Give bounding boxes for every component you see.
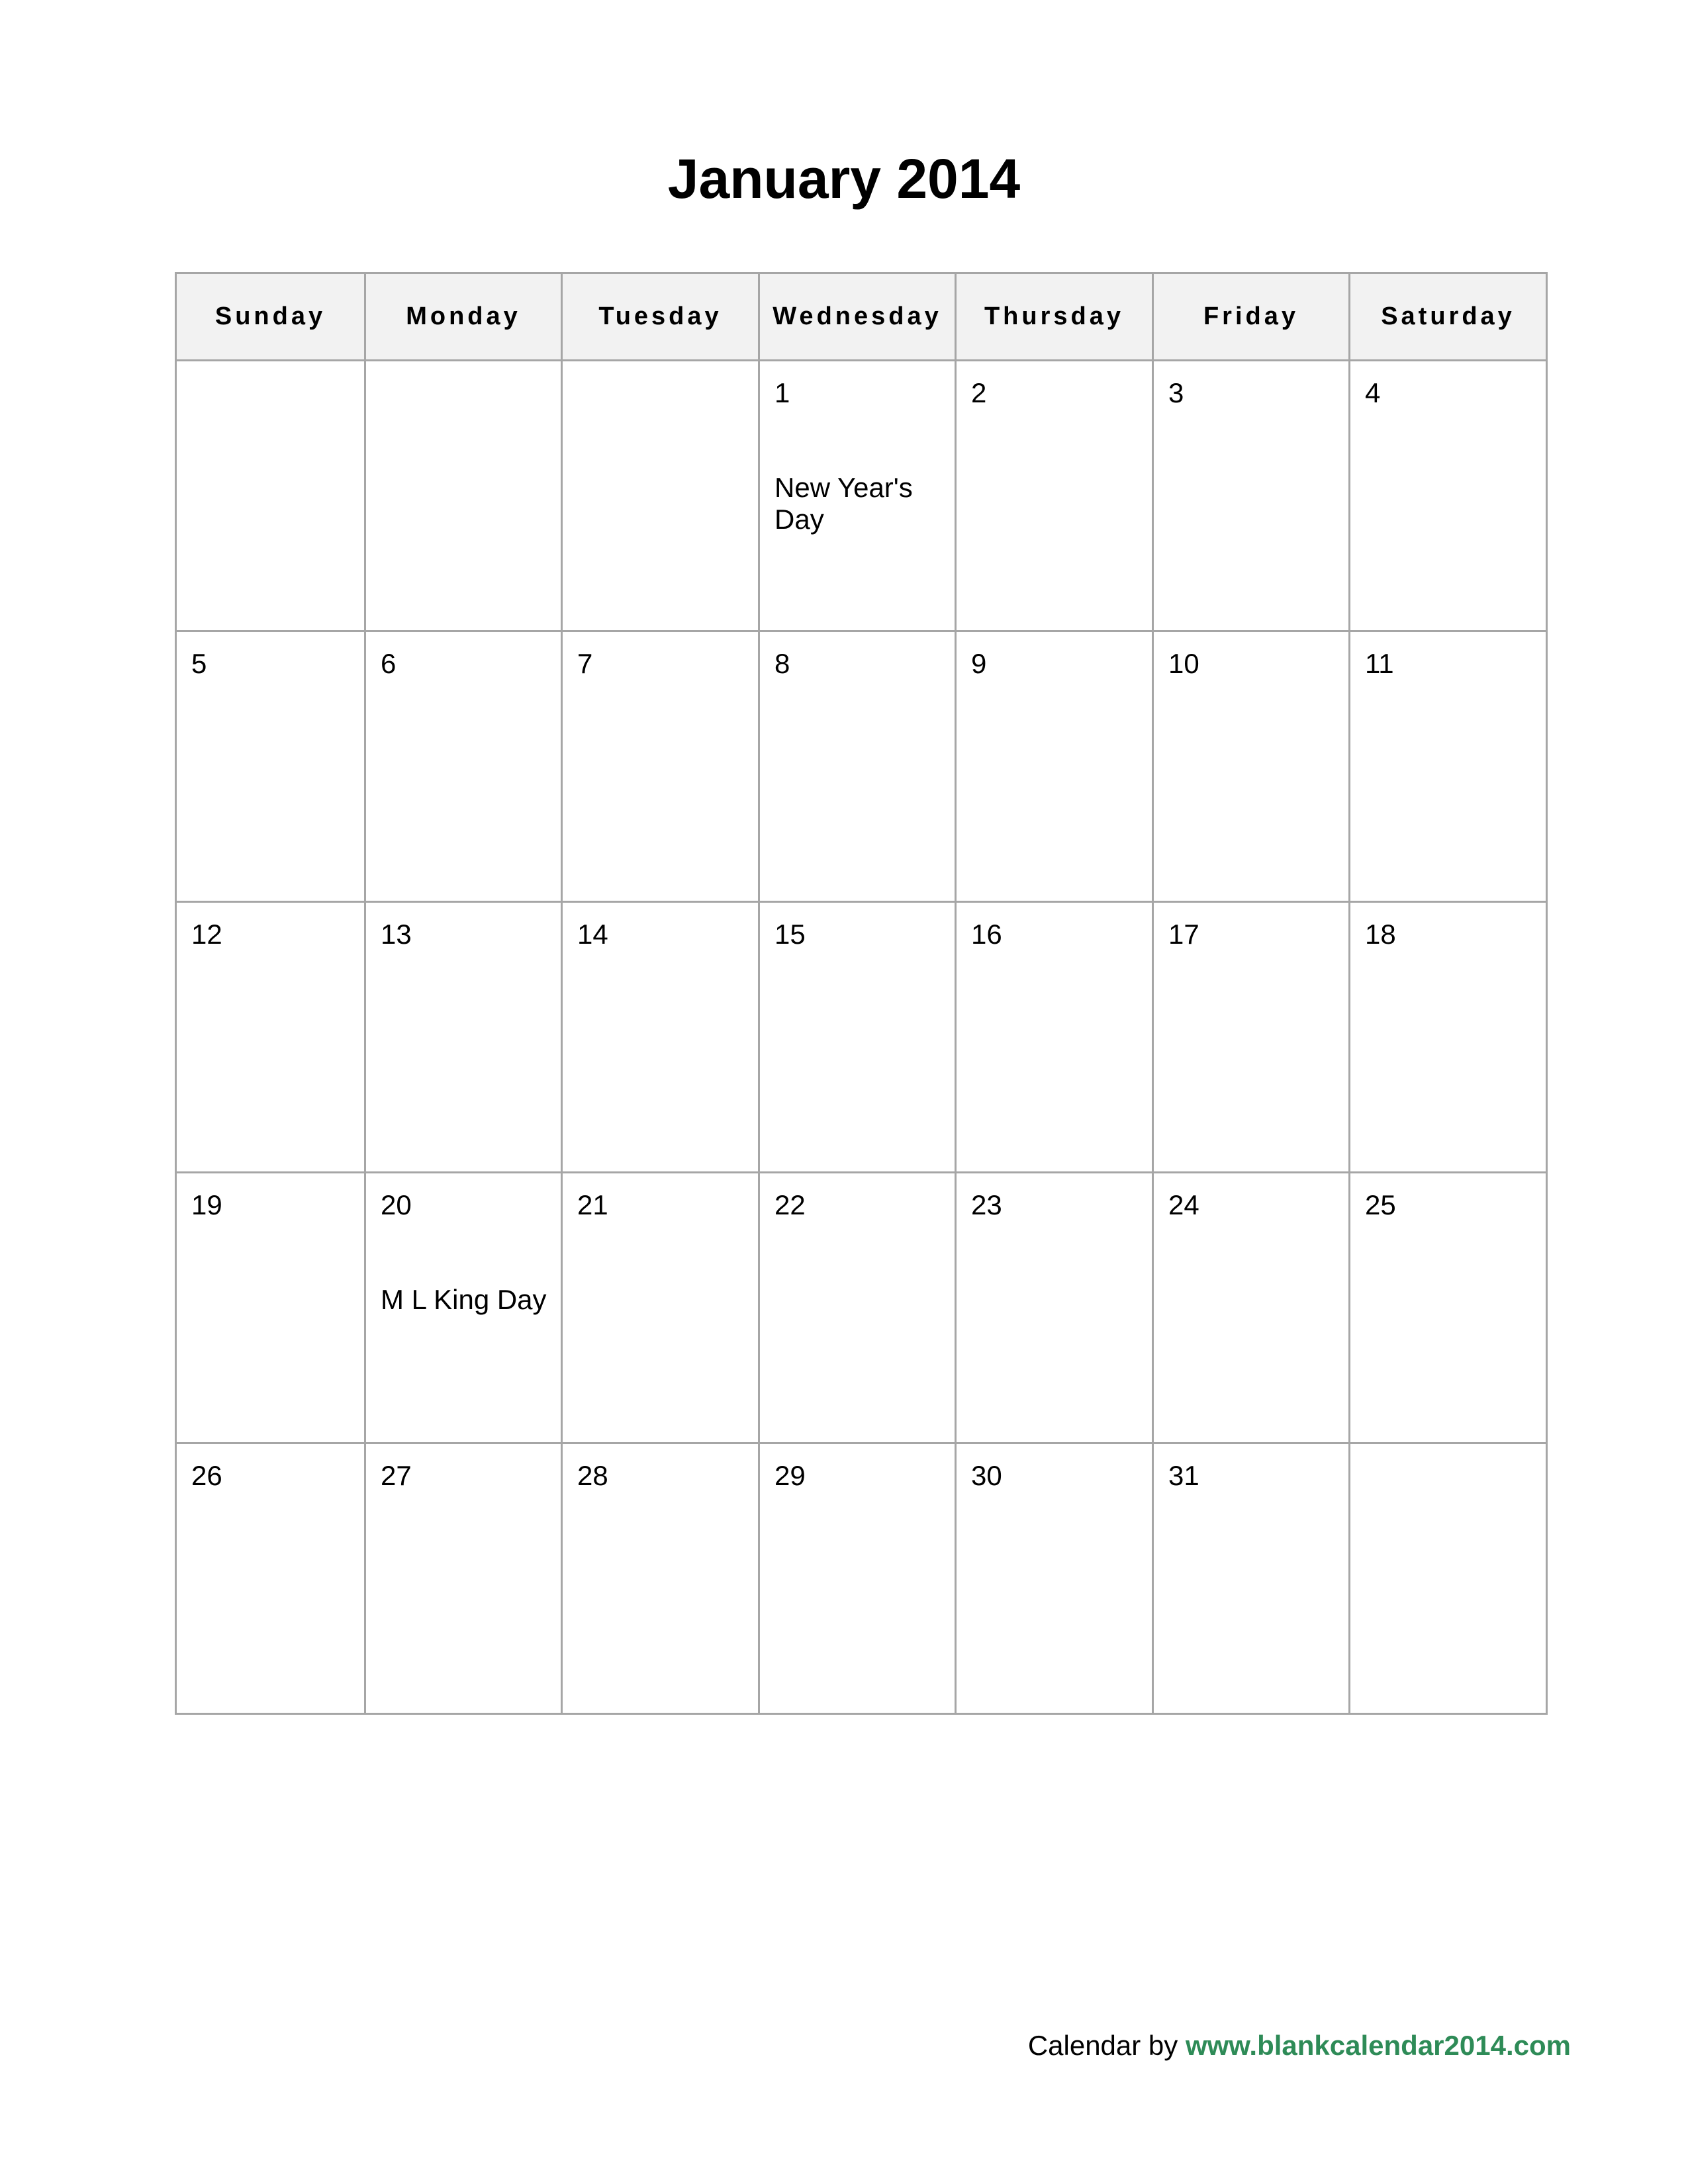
holiday-label: M L King Day <box>381 1284 547 1315</box>
day-cell <box>759 902 956 1173</box>
day-cell <box>562 1443 759 1714</box>
day-cell <box>1153 1443 1350 1714</box>
day-cell <box>562 361 759 631</box>
day-cell <box>365 1173 562 1443</box>
day-cell <box>176 1173 365 1443</box>
weekday-header-friday: Friday <box>1153 273 1350 361</box>
day-number: 16 <box>971 919 1002 950</box>
week-row <box>176 361 1547 631</box>
day-cell <box>562 902 759 1173</box>
day-cell <box>176 361 365 631</box>
day-number: 3 <box>1168 377 1184 408</box>
page-title: January 2014 <box>667 148 1021 210</box>
day-number: 1 <box>774 377 790 408</box>
day-cell <box>1350 631 1547 902</box>
weekday-header-row <box>176 273 1547 361</box>
day-number: 12 <box>191 919 222 950</box>
day-number: 21 <box>577 1189 608 1220</box>
day-cell <box>759 361 956 631</box>
day-cell <box>176 1443 365 1714</box>
day-number: 27 <box>381 1460 412 1491</box>
week-row <box>176 631 1547 902</box>
weekday-header-saturday: Saturday <box>1350 273 1547 361</box>
weekday-header-sunday: Sunday <box>176 273 365 361</box>
day-cell <box>1153 1173 1350 1443</box>
day-number: 7 <box>577 648 593 679</box>
day-number: 23 <box>971 1189 1002 1220</box>
calendar-grid <box>175 272 1548 1715</box>
day-number: 9 <box>971 648 987 679</box>
holiday-label: New Year's Day <box>774 472 913 535</box>
weekday-header-thursday: Thursday <box>956 273 1153 361</box>
day-cell <box>365 1443 562 1714</box>
day-number: 13 <box>381 919 412 950</box>
day-number: 5 <box>191 648 207 679</box>
day-cell <box>176 902 365 1173</box>
day-number: 4 <box>1365 377 1381 408</box>
day-cell <box>562 631 759 902</box>
day-number: 17 <box>1168 919 1199 950</box>
day-number: 10 <box>1168 648 1199 679</box>
day-number: 29 <box>774 1460 806 1491</box>
day-cell <box>956 1173 1153 1443</box>
day-cell <box>759 1443 956 1714</box>
week-row <box>176 902 1547 1173</box>
day-cell <box>562 1173 759 1443</box>
day-number: 31 <box>1168 1460 1199 1491</box>
day-cell <box>759 1173 956 1443</box>
week-row <box>176 1443 1547 1714</box>
week-row <box>176 1173 1547 1443</box>
day-number: 19 <box>191 1189 222 1220</box>
day-cell <box>956 361 1153 631</box>
day-number: 20 <box>381 1189 412 1220</box>
day-cell <box>1153 902 1350 1173</box>
day-cell <box>1153 361 1350 631</box>
day-number: 25 <box>1365 1189 1396 1220</box>
day-number: 2 <box>971 377 987 408</box>
day-cell <box>1350 1443 1547 1714</box>
day-number: 8 <box>774 648 790 679</box>
day-number: 22 <box>774 1189 806 1220</box>
weekday-header-tuesday: Tuesday <box>562 273 759 361</box>
day-cell <box>365 361 562 631</box>
day-cell <box>1350 1173 1547 1443</box>
day-cell <box>1350 902 1547 1173</box>
day-cell <box>365 631 562 902</box>
day-cell <box>365 902 562 1173</box>
day-cell <box>1350 361 1547 631</box>
day-number: 28 <box>577 1460 608 1491</box>
day-number: 6 <box>381 648 397 679</box>
day-cell <box>1153 631 1350 902</box>
footer-prefix: Calendar by <box>1027 2030 1186 2061</box>
day-number: 30 <box>971 1460 1002 1491</box>
day-number: 11 <box>1365 648 1394 679</box>
weekday-header-wednesday: Wednesday <box>759 273 956 361</box>
weekday-header-monday: Monday <box>365 273 562 361</box>
footer-link[interactable]: www.blankcalendar2014.com <box>1185 2030 1571 2061</box>
day-cell <box>956 1443 1153 1714</box>
day-number: 18 <box>1365 919 1396 950</box>
day-cell <box>956 631 1153 902</box>
day-number: 24 <box>1168 1189 1199 1220</box>
footer-credit <box>1028 2029 1571 2062</box>
day-cell <box>176 631 365 902</box>
day-cell <box>956 902 1153 1173</box>
day-cell <box>759 631 956 902</box>
day-number: 26 <box>191 1460 222 1491</box>
day-number: 14 <box>577 919 608 950</box>
day-number: 15 <box>774 919 806 950</box>
